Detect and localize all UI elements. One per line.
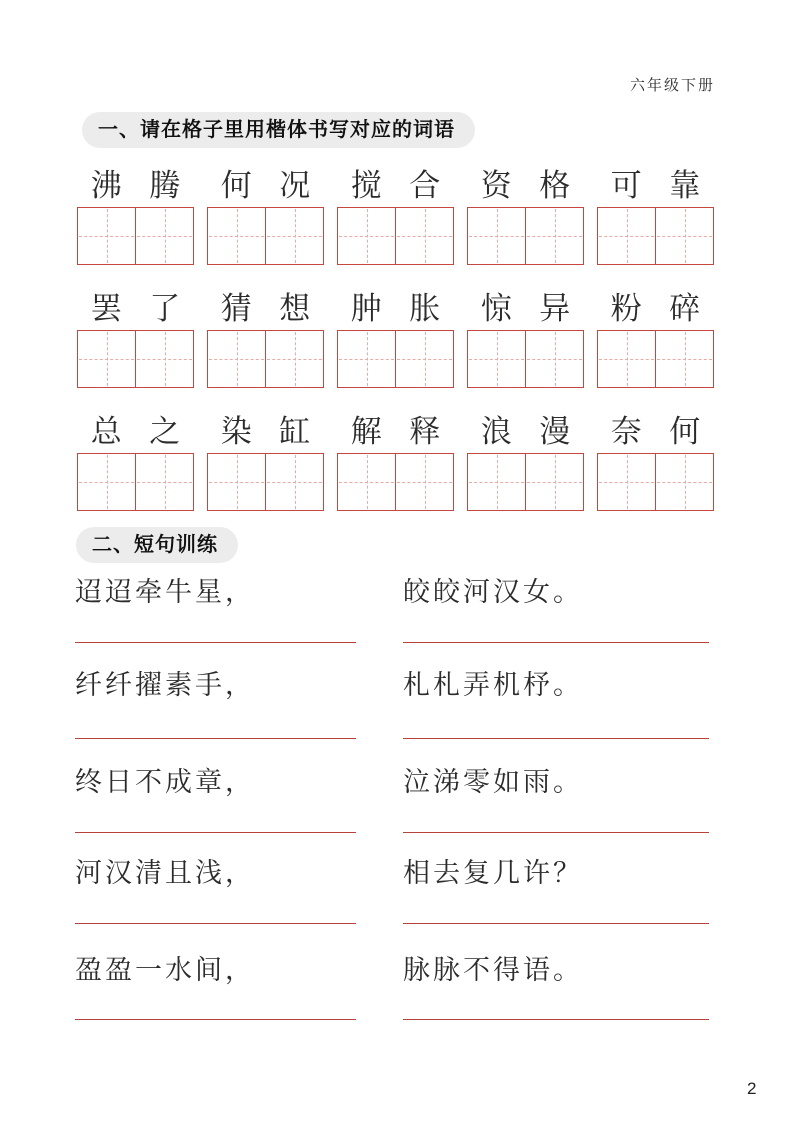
word-label: [467, 288, 584, 330]
writing-grid-cell[interactable]: [598, 454, 655, 510]
writing-grid-cell[interactable]: [655, 454, 713, 510]
word-unit: [77, 288, 194, 388]
sentence-text: 札札弄机杼。: [403, 670, 583, 700]
answer-lines-5: [75, 1019, 716, 1021]
answer-line[interactable]: [403, 832, 709, 833]
answer-line[interactable]: [403, 1019, 709, 1020]
answer-line[interactable]: [75, 923, 356, 924]
word-row-2: [77, 288, 714, 388]
writing-grid-cell[interactable]: [208, 331, 265, 387]
word-char: 靠: [669, 168, 701, 203]
sentence-text: 脉脉不得语。: [403, 955, 583, 985]
word-char: 浪: [480, 414, 512, 449]
writing-grid-cell[interactable]: [265, 331, 323, 387]
writing-grid-pair: [337, 207, 454, 265]
word-label: [337, 411, 454, 453]
word-char: 况: [279, 168, 311, 203]
writing-grid-cell[interactable]: [135, 454, 193, 510]
answer-lines-2: [75, 738, 716, 740]
writing-grid-cell[interactable]: [265, 208, 323, 264]
answer-line[interactable]: [403, 642, 709, 643]
writing-grid-pair: [467, 453, 584, 511]
sentence-text: 迢迢牵牛星，: [75, 577, 255, 607]
writing-grid-cell[interactable]: [135, 331, 193, 387]
writing-grid-cell[interactable]: [468, 454, 525, 510]
word-char: 何: [220, 168, 252, 203]
word-char: 了: [149, 291, 181, 326]
answer-lines-1: [75, 642, 716, 644]
section1-heading-text: 一、请在格子里用楷体书写对应的词语: [98, 119, 455, 141]
answer-line[interactable]: [403, 738, 709, 739]
writing-grid-pair: [337, 330, 454, 388]
page-number: 2: [747, 1079, 757, 1098]
word-char: 奈: [610, 414, 642, 449]
word-char: 资: [480, 168, 512, 203]
writing-grid-cell[interactable]: [78, 331, 135, 387]
answer-lines-3: [75, 832, 716, 834]
word-char: 合: [409, 168, 441, 203]
word-char: 粉: [610, 291, 642, 326]
word-unit: [467, 411, 584, 511]
word-unit: [337, 411, 454, 511]
word-char: 异: [539, 291, 571, 326]
sentence-row-3: [75, 767, 716, 797]
word-char: 解: [350, 414, 382, 449]
word-row-3: [77, 411, 714, 511]
word-row-1: [77, 165, 714, 265]
word-label: [337, 288, 454, 330]
answer-line[interactable]: [403, 923, 709, 924]
sentence-text: 终日不成章，: [75, 767, 255, 797]
word-unit: [77, 165, 194, 265]
section1-heading-pill: [82, 112, 475, 148]
word-label: [337, 165, 454, 207]
sentence-text: 相去复几许？: [403, 858, 583, 888]
writing-grid-pair: [77, 453, 194, 511]
sentence-text: 纤纤擢素手，: [75, 670, 255, 700]
writing-grid-pair: [207, 330, 324, 388]
writing-grid-pair: [467, 207, 584, 265]
writing-grid-cell[interactable]: [338, 208, 395, 264]
writing-grid-cell[interactable]: [395, 208, 453, 264]
writing-grid-cell[interactable]: [598, 208, 655, 264]
word-char: 格: [539, 168, 571, 203]
word-label: [77, 288, 194, 330]
writing-grid-pair: [207, 207, 324, 265]
writing-grid-cell[interactable]: [525, 208, 583, 264]
writing-grid-pair: [77, 207, 194, 265]
writing-grid-pair: [597, 330, 714, 388]
section2-heading-pill: [76, 527, 238, 563]
word-label: [467, 165, 584, 207]
answer-line[interactable]: [75, 832, 356, 833]
word-char: 肿: [350, 291, 382, 326]
word-char: 何: [669, 414, 701, 449]
word-unit: [207, 165, 324, 265]
writing-grid-cell[interactable]: [525, 454, 583, 510]
answer-lines-4: [75, 923, 716, 925]
booklet-label: 六年级下册: [629, 78, 715, 94]
word-unit: [597, 165, 714, 265]
writing-grid-cell[interactable]: [338, 454, 395, 510]
word-label: [597, 165, 714, 207]
word-char: 可: [610, 168, 642, 203]
sentence-row-2: [75, 670, 716, 700]
writing-grid-cell[interactable]: [265, 454, 323, 510]
writing-grid-cell[interactable]: [338, 331, 395, 387]
word-char: 搅: [350, 168, 382, 203]
writing-grid-cell[interactable]: [655, 331, 713, 387]
word-char: 之: [149, 414, 181, 449]
word-unit: [207, 411, 324, 511]
word-label: [77, 165, 194, 207]
writing-grid-pair: [77, 330, 194, 388]
word-char: 沸: [90, 168, 122, 203]
writing-grid-pair: [597, 453, 714, 511]
word-char: 染: [220, 414, 252, 449]
sentence-row-1: [75, 577, 716, 607]
word-char: 碎: [669, 291, 701, 326]
sentence-text: 泣涕零如雨。: [403, 767, 583, 797]
sentence-text: 河汉清且浅，: [75, 858, 255, 888]
sentence-text: 皎皎河汉女。: [403, 577, 583, 607]
answer-line[interactable]: [75, 642, 356, 643]
word-unit: [467, 288, 584, 388]
answer-line[interactable]: [75, 1019, 356, 1020]
writing-grid-cell[interactable]: [208, 208, 265, 264]
writing-grid-cell[interactable]: [525, 331, 583, 387]
writing-grid-pair: [207, 453, 324, 511]
sentence-row-4: [75, 858, 716, 888]
word-char: 惊: [480, 291, 512, 326]
writing-grid-cell[interactable]: [468, 208, 525, 264]
writing-grid-pair: [467, 330, 584, 388]
word-unit: [597, 411, 714, 511]
writing-grid-cell[interactable]: [208, 454, 265, 510]
writing-grid-pair: [597, 207, 714, 265]
writing-grid-cell[interactable]: [598, 331, 655, 387]
word-unit: [597, 288, 714, 388]
word-unit: [207, 288, 324, 388]
writing-grid-cell[interactable]: [78, 454, 135, 510]
word-unit: [337, 165, 454, 265]
sentence-row-5: [75, 955, 716, 985]
word-char: 释: [409, 414, 441, 449]
writing-grid-cell[interactable]: [78, 208, 135, 264]
word-label: [467, 411, 584, 453]
word-char: 猜: [220, 291, 252, 326]
word-char: 胀: [409, 291, 441, 326]
writing-grid-cell[interactable]: [655, 208, 713, 264]
word-label: [597, 288, 714, 330]
word-label: [77, 411, 194, 453]
section2-heading-text: 二、短句训练: [92, 534, 218, 556]
word-unit: [77, 411, 194, 511]
writing-grid-pair: [337, 453, 454, 511]
writing-grid-cell[interactable]: [468, 331, 525, 387]
word-unit: [337, 288, 454, 388]
word-char: 罢: [90, 291, 122, 326]
word-char: 想: [279, 291, 311, 326]
word-label: [207, 165, 324, 207]
writing-grid-cell[interactable]: [135, 208, 193, 264]
word-label: [597, 411, 714, 453]
word-char: 腾: [149, 168, 181, 203]
answer-line[interactable]: [75, 738, 356, 739]
word-char: 缸: [279, 414, 311, 449]
word-label: [207, 288, 324, 330]
word-char: 漫: [539, 414, 571, 449]
word-label: [207, 411, 324, 453]
word-unit: [467, 165, 584, 265]
writing-grid-cell[interactable]: [395, 331, 453, 387]
word-char: 总: [90, 414, 122, 449]
sentence-text: 盈盈一水间，: [75, 955, 255, 985]
writing-grid-cell[interactable]: [395, 454, 453, 510]
